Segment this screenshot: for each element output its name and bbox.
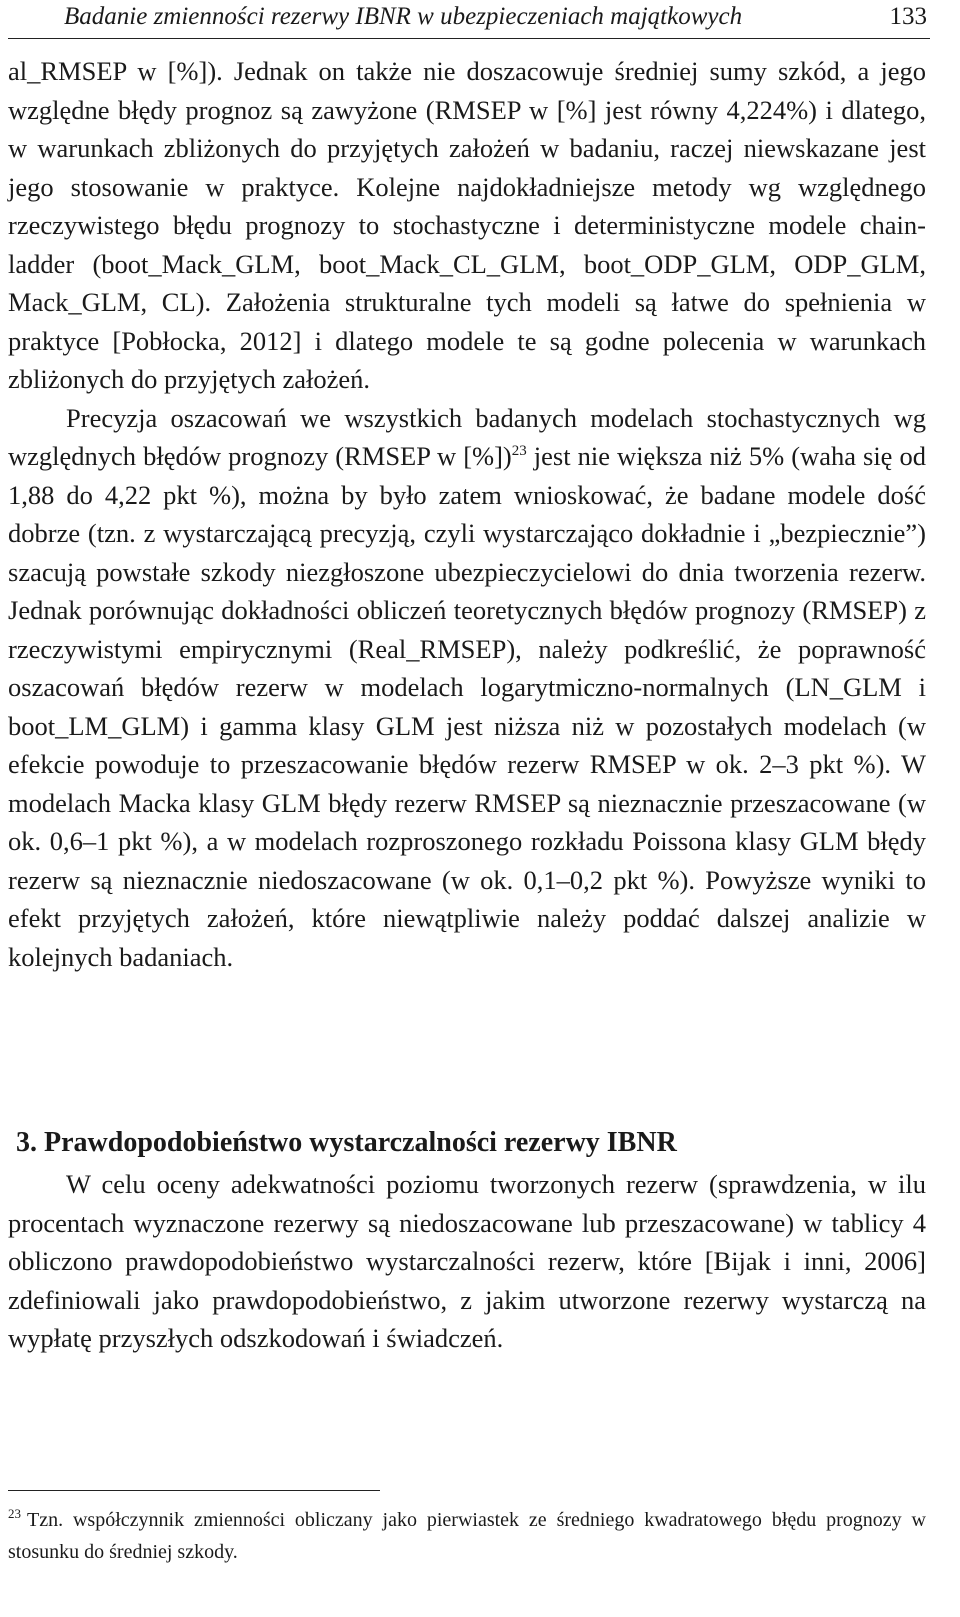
- section-heading: 3. Prawdopodobieństwo wystarczalności rezerwy IBNR: [16, 1127, 677, 1158]
- section-body: [8, 1165, 926, 1358]
- footnote-divider: [8, 1490, 380, 1491]
- footnote: [8, 1504, 926, 1568]
- running-header-title: Badanie zmienności rezerwy IBNR w ubezpieczeniach majątkowych: [64, 3, 743, 30]
- body-text: [8, 52, 926, 976]
- page-number: 133: [889, 3, 927, 30]
- paragraph-1: al_RMSEP w [%]). Jednak on także nie doszacowuje średniej sumy szkód, a jego względne błędy prognoz są zawyżone (RMSEP w [%] jest równy 4,224%) i dlatego, w warunkach zbliżonych do przyjętych założeń w badaniu, raczej niewskazane jest jego stosowanie w praktyce. Kolejne najdokładniejsze metody wg względnego rzeczywistego błędu prognozy to stochastyczne i deterministyczne modele chain-ladder (boot_Mack_GLM, boot_Mack_CL_GLM, boot_ODP_GLM, ODP_GLM, Mack_GLM, CL). Założenia strukturalne tych modeli są łatwe do spełnienia w praktyce [Pobłocka, 2012] i dlatego modele te są godne polecenia w warunkach zbliżonych do przyjętych założeń.: [8, 56, 926, 394]
- footnote-reference[interactable]: 23: [511, 443, 527, 459]
- section-paragraph: W celu oceny adekwatności poziomu tworzonych rezerw (sprawdzenia, w ilu procentach wyznaczone rezerwy są niedoszacowane lub przeszacowane) w tablicy 4 obliczono prawdopodobieństwo wystarczalności rezerw, które [Bijak i inni, 2006] zdefiniowali jako prawdopodobieństwo, z jakim utworzone rezerwy wystarczą na wypłatę przyszłych odszkodowań i świadczeń.: [8, 1169, 926, 1353]
- footnote-number: 23: [8, 1506, 21, 1521]
- header-divider: [8, 38, 930, 39]
- paragraph-2: [8, 399, 926, 977]
- paragraph-2-rest: jest nie większa niż 5% (waha się od 1,88 do 4,22 pkt %), można by było zatem wnioskować, że badane modele dość dobrze (tzn. z wystarczającą precyzją, czyli wystarczająco dokładnie i „bezpiecznie”) szacują powstałe szkody niezgłoszone ubezpieczycielowi do dnia tworzenia rezerw. Jednak porównując dokładności obliczeń teoretycznych błędów prognozy (RMSEP) z rzeczywistymi empirycznymi (Real_RMSEP), należy podkreślić, że poprawność oszacowań błędów rezerw w modelach logarytmiczno-normalnych (LN_GLM i boot_LM_GLM) i gamma klasy GLM jest niższa niż w pozostałych modelach (w efekcie powoduje to przeszacowanie błędów rezerw RMSEP w ok. 2–3 pkt %). W modelach Macka klasy GLM błędy rezerw RMSEP są nieznacznie przeszacowane (w ok. 0,6–1 pkt %), a w modelach rozproszonego rozkładu Poissona klasy GLM błędy rezerw są nieznacznie niedoszacowane (w ok. 0,1–0,2 pkt %). Powyższe wyniki to efekt przyjętych założeń, które niewątpliwie należy poddać dalszej analizie w kolejnych badaniach.: [8, 441, 926, 972]
- footnote-text: Tzn. współczynnik zmienności obliczany jako pierwiastek ze średniego kwadratowego błędu prognozy w stosunku do średniej szkody.: [8, 1509, 926, 1563]
- paragraph-2-start: Precyzja oszacowań we wszystkich badanych modelach stochastycznych wg względnych błędów prognozy (RMSEP w [%]): [8, 402, 926, 471]
- running-header: [0, 0, 960, 40]
